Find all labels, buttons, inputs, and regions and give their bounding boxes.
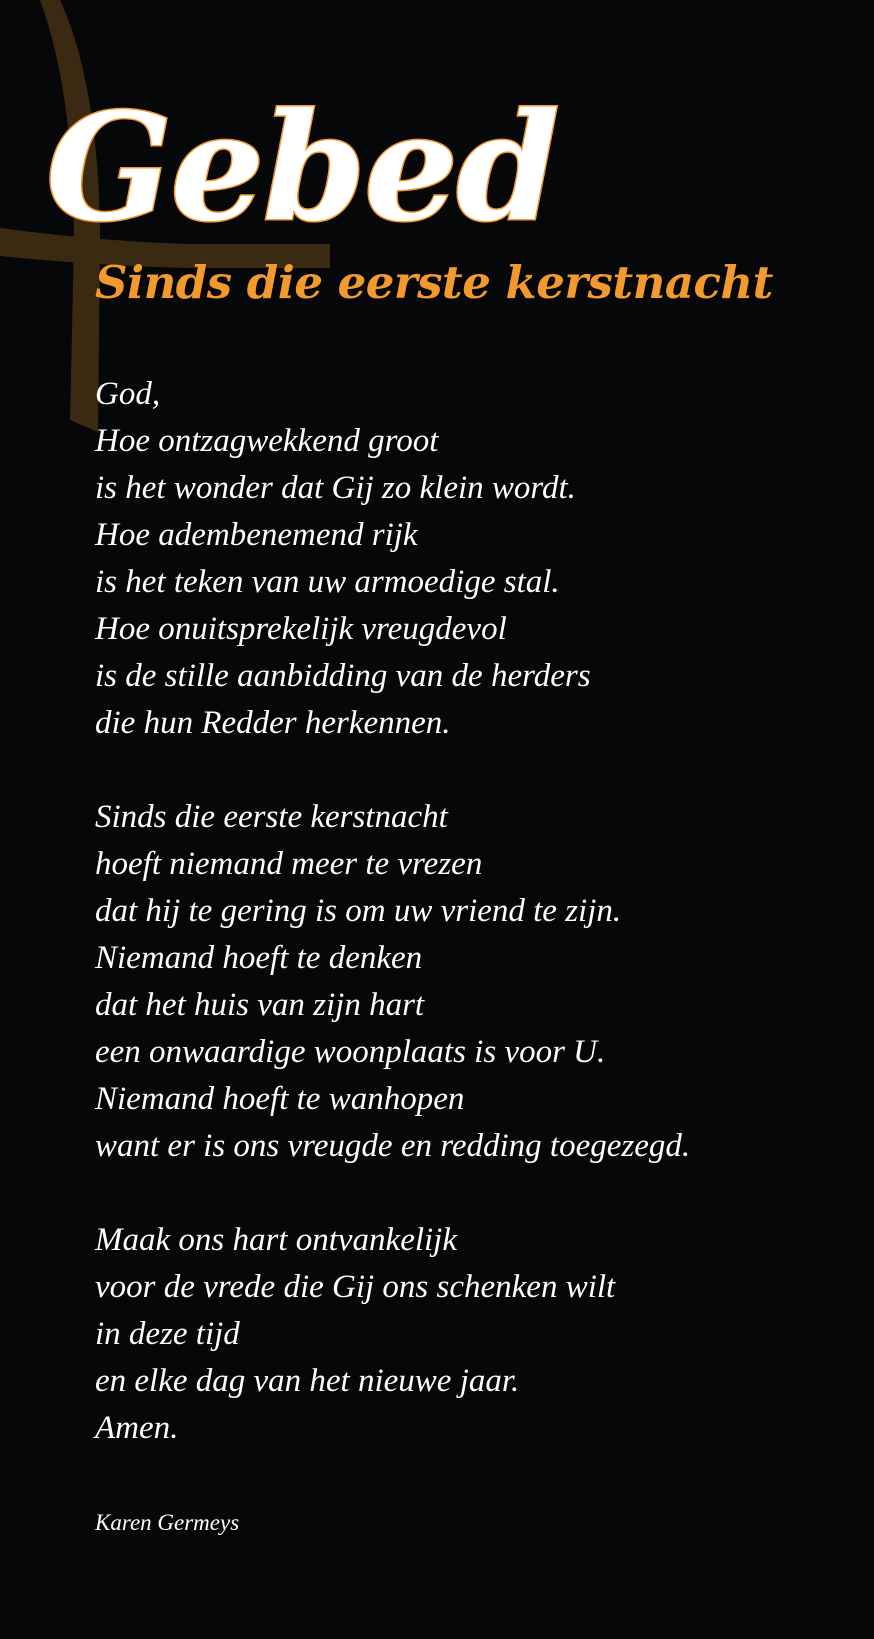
poem-line: een onwaardige woonplaats is voor U. — [95, 1034, 606, 1070]
poem-body — [95, 371, 855, 1499]
poem-line: Amen. — [95, 1410, 179, 1446]
stanza-2 — [95, 794, 855, 1170]
poem-line: hoeft niemand meer te vrezen — [95, 846, 483, 882]
poem-line: dat het huis van zijn hart — [95, 987, 425, 1023]
poem-line: Hoe adembenemend rijk — [95, 517, 418, 553]
poem-line: is het teken van uw armoedige stal. — [95, 564, 560, 600]
page-title: Gebed — [46, 80, 558, 254]
poem-line: Hoe onuitsprekelijk vreugdevol — [95, 611, 507, 647]
poem-line: want er is ons vreugde en redding toegezegd. — [95, 1128, 691, 1164]
poem-line: voor de vrede die Gij ons schenken wilt — [95, 1269, 616, 1305]
page-subtitle: Sinds die eerste kerstnacht — [95, 256, 773, 309]
poem-line: Niemand hoeft te denken — [95, 940, 423, 976]
poem-line: Sinds die eerste kerstnacht — [95, 799, 448, 835]
poem-line: Hoe ontzagwekkend groot — [95, 423, 439, 459]
poem-line: die hun Redder herkennen. — [95, 705, 451, 741]
poem-line: dat hij te gering is om uw vriend te zijn. — [95, 893, 622, 929]
poem-line: Niemand hoeft te wanhopen — [95, 1081, 465, 1117]
poem-line: is de stille aanbidding van de herders — [95, 658, 591, 694]
poem-line: is het wonder dat Gij zo klein wordt. — [95, 470, 576, 506]
poem-line: God, — [95, 376, 161, 412]
poem-line: in deze tijd — [95, 1316, 240, 1352]
stanza-3 — [95, 1217, 855, 1452]
poem-line: en elke dag van het nieuwe jaar. — [95, 1363, 520, 1399]
poem-line: Maak ons hart ontvankelijk — [95, 1222, 458, 1258]
stanza-1 — [95, 371, 855, 747]
author-name: Karen Germeys — [95, 1510, 240, 1535]
